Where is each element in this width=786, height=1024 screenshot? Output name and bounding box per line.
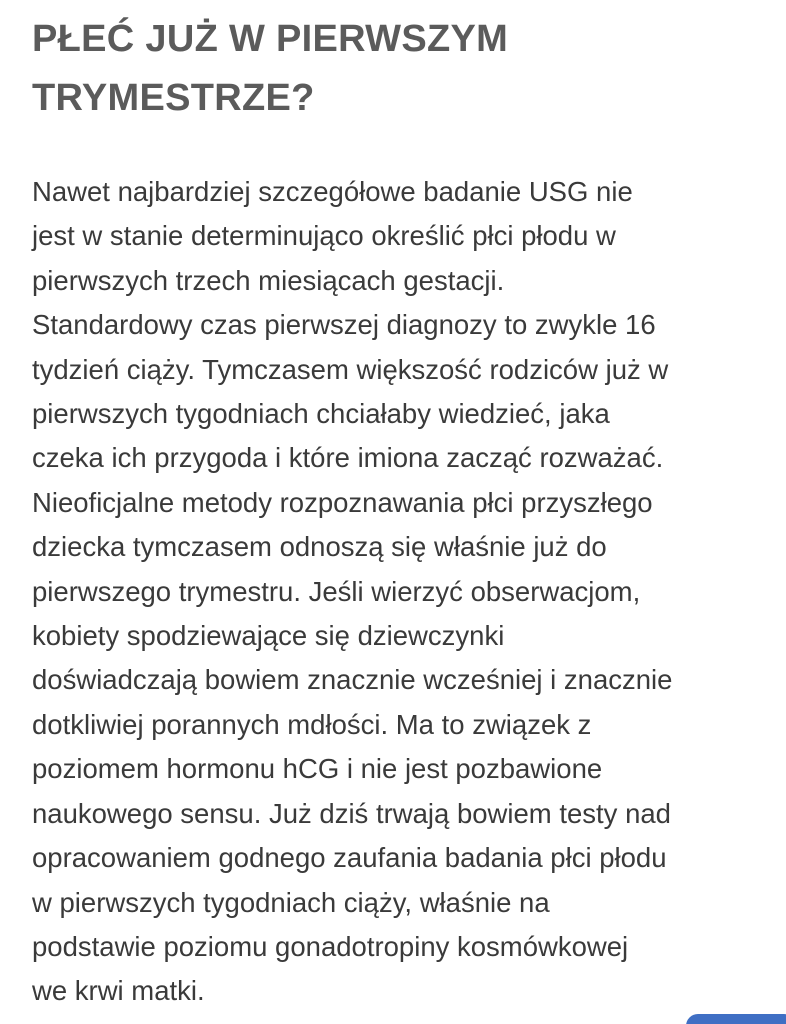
title-line: TRYMESTRZE?	[32, 77, 315, 119]
body-line: tydzień ciąży. Tymczasem większość rodziców już w	[32, 353, 669, 385]
body-line: doświadczają bowiem znacznie wcześniej i znacznie	[32, 664, 673, 696]
body-line: pierwszych tygodniach chciałaby wiedzieć, jaka	[32, 398, 610, 430]
body-line: opracowaniem godnego zaufania badania płci płodu	[32, 842, 667, 874]
body-line: dotkliwiej porannych mdłości. Ma to związek z	[32, 708, 592, 740]
body-line: Nieoficjalne metody rozpoznawania płci przyszłego	[32, 486, 653, 518]
body-line: we krwi matki.	[32, 975, 205, 1007]
body-line: pierwszych trzech miesiącach gestacji.	[32, 264, 505, 296]
article-body	[32, 170, 672, 1014]
body-line: jest w stanie determinująco określić płci płodu w	[32, 220, 616, 252]
floating-action-button[interactable]	[686, 1014, 786, 1024]
body-line: Standardowy czas pierwszej diagnozy to zwykle 16	[32, 309, 656, 341]
body-line: kobiety spodziewające się dziewczynki	[32, 620, 505, 652]
article-title	[32, 10, 772, 128]
body-line: w pierwszych tygodniach ciąży, właśnie na	[32, 886, 550, 918]
article	[32, 10, 772, 1007]
body-line: czeka ich przygoda i które imiona zacząć rozważać.	[32, 442, 664, 474]
body-line: dziecka tymczasem odnoszą się właśnie już do	[32, 531, 607, 563]
body-line: pierwszego trymestru. Jeśli wierzyć obserwacjom,	[32, 575, 641, 607]
body-line: Nawet najbardziej szczegółowe badanie USG nie	[32, 176, 633, 207]
body-line: podstawie poziomu gonadotropiny kosmówkowej	[32, 930, 629, 962]
body-line: naukowego sensu. Już dziś trwają bowiem testy nad	[32, 797, 671, 829]
body-line: poziomem hormonu hCG i nie jest pozbawione	[32, 753, 603, 785]
title-line: PŁEĆ JUŻ W PIERWSZYM	[32, 18, 509, 60]
